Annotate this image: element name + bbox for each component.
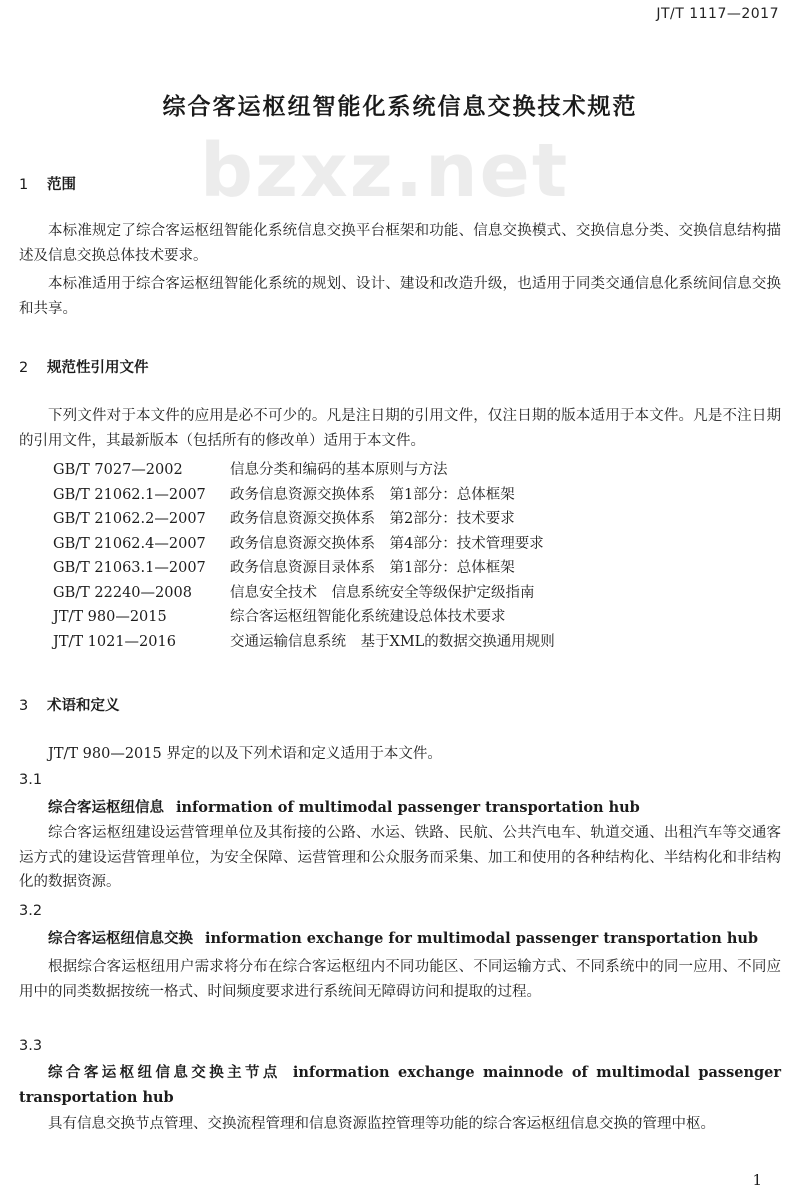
section-3-intro: JT/T 980—2015 界定的以及下列术语和定义适用于本文件。 xyxy=(48,746,442,762)
term-chinese: 综合客运枢纽信息交换主节点 xyxy=(48,1065,281,1081)
reference-item xyxy=(53,630,555,655)
section-number: 2 xyxy=(19,360,29,376)
standard-code-header: JT/T 1117—2017 xyxy=(656,6,779,22)
reference-title: 综合客运枢纽智能化系统建设总体技术要求 xyxy=(230,609,506,625)
section-2-heading xyxy=(19,356,149,377)
reference-code: GB/T 21062.2—2007 xyxy=(53,511,206,527)
reference-code: GB/T 7027—2002 xyxy=(53,462,183,478)
reference-title: 政务信息资源交换体系 第2部分：技术要求 xyxy=(230,511,515,527)
term-definition: 具有信息交换节点管理、交换流程管理和信息资源监控管理等功能的综合客运枢纽信息交换的管理中枢。 xyxy=(48,1116,715,1132)
clause-number: 3.1 xyxy=(19,772,43,788)
section-2-intro: 下列文件对于本文件的应用是必不可少的。凡是注日期的引用文件，仅注日期的版本适用于本文件。凡是不注日期的引用文件，其最新版本（包括所有的修改单）适用于本文件。 xyxy=(19,408,781,449)
reference-item xyxy=(53,605,555,630)
term-chinese: 综合客运枢纽信息 xyxy=(48,800,164,816)
reference-title: 政务信息资源目录体系 第1部分：总体框架 xyxy=(230,560,515,576)
reference-code: GB/T 21063.1—2007 xyxy=(53,560,206,576)
reference-item xyxy=(53,458,555,483)
reference-list xyxy=(53,458,555,654)
section-number: 3 xyxy=(19,698,29,714)
section-1-paragraph-2: 本标准适用于综合客运枢纽智能化系统的规划、设计、建设和改造升级，也适用于同类交通信息化系统间信息交换和共享。 xyxy=(19,276,781,317)
reference-item xyxy=(53,581,555,606)
reference-item xyxy=(53,556,555,581)
term-definition: 综合客运枢纽建设运营管理单位及其衔接的公路、水运、铁路、民航、公共汽电车、轨道交通、出租汽车等交通客运方式的建设运营管理单位，为安全保障、运营管理和公众服务而采集、加工和使用的各种结构化、半结构化和非结构化的数据资源。 xyxy=(19,825,781,890)
reference-title: 政务信息资源交换体系 第1部分：总体框架 xyxy=(230,486,515,503)
reference-title: 信息安全技术 信息系统安全等级保护定级指南 xyxy=(230,584,535,601)
term-heading xyxy=(19,927,781,952)
document-title: 综合客运枢纽智能化系统信息交换技术规范 xyxy=(162,94,638,120)
term-chinese: 综合客运枢纽信息交换 xyxy=(48,931,193,947)
section-1-heading xyxy=(19,173,76,194)
clause-number: 3.2 xyxy=(19,903,43,919)
reference-item xyxy=(53,483,555,508)
page-number: 1 xyxy=(752,1171,762,1189)
term-definition: 根据综合客运枢纽用户需求将分布在综合客运枢纽内不同功能区、不同运输方式、不同系统中的同一应用、不同应用中的同类数据按统一格式、时间频度要求进行系统间无障碍访问和提取的过程。 xyxy=(19,959,781,1000)
watermark: bzxz.net xyxy=(200,128,570,214)
reference-code: GB/T 22240—2008 xyxy=(53,584,192,601)
section-title: 术语和定义 xyxy=(47,698,120,714)
section-title: 范围 xyxy=(47,177,76,193)
reference-title: 政务信息资源交换体系 第4部分：技术管理要求 xyxy=(230,535,544,552)
reference-code: GB/T 21062.1—2007 xyxy=(53,486,206,503)
term-english: information of multimodal passenger transportation hub xyxy=(176,799,640,816)
section-1-paragraph-1: 本标准规定了综合客运枢纽智能化系统信息交换平台框架和功能、信息交换模式、交换信息分类、交换信息结构描述及信息交换总体技术要求。 xyxy=(19,223,781,264)
reference-code: JT/T 1021—2016 xyxy=(53,633,176,650)
term-heading xyxy=(19,796,781,821)
section-number: 1 xyxy=(19,177,29,193)
reference-title: 信息分类和编码的基本原则与方法 xyxy=(230,462,448,478)
reference-code: JT/T 980—2015 xyxy=(53,609,167,625)
term-english: information exchange for multimodal passenger transportation hub xyxy=(205,930,759,947)
reference-item xyxy=(53,507,555,532)
reference-code: GB/T 21062.4—2007 xyxy=(53,535,206,552)
reference-item xyxy=(53,532,555,557)
section-title: 规范性引用文件 xyxy=(47,360,149,376)
clause-number: 3.3 xyxy=(19,1038,43,1054)
term-heading xyxy=(19,1061,781,1110)
term-english: information exchange mainnode of multimodal passenger transportation hub xyxy=(19,1064,781,1106)
section-3-heading xyxy=(19,694,120,715)
reference-title: 交通运输信息系统 基于XML的数据交换通用规则 xyxy=(230,633,555,650)
